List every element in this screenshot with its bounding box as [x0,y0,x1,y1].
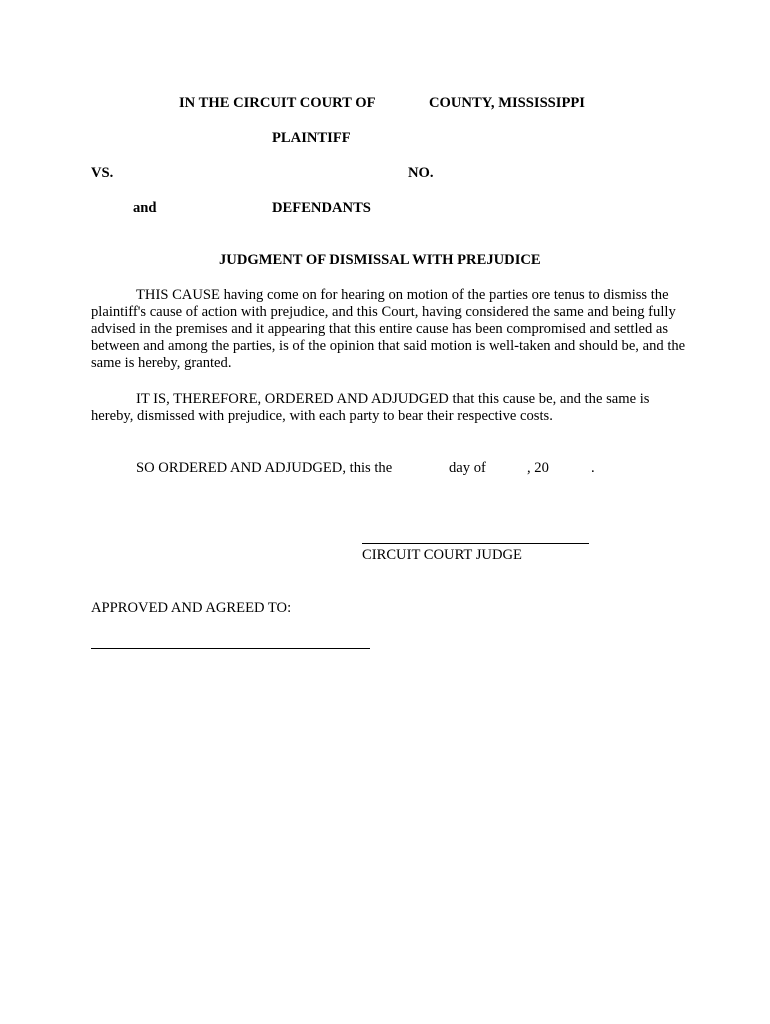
paragraph-this-cause: THIS CAUSE having come on for hearing on motion of the parties ore tenus to dismiss the plaintiff's cause of action with prejudice, and this Court, having considered the same and being fully advised in the premises and it appearing that this entire cause has been compromised and settled as between and among the parties, is of the opinion that said motion is well-taken and should be, and the same is hereby, granted. [91,287,686,371]
versus-label: VS. [91,165,114,181]
document-title: JUDGMENT OF DISMISSAL WITH PREJUDICE [219,252,541,268]
judge-signature-line [362,543,589,544]
so-ordered-text: SO ORDERED AND ADJUDGED, this the [136,460,393,476]
plaintiff-label: PLAINTIFF [272,130,351,146]
date-period: . [591,460,595,476]
approved-label: APPROVED AND AGREED TO: [91,600,292,616]
day-of-text: day of [449,460,486,476]
judge-label: CIRCUIT COURT JUDGE [362,547,522,563]
defendants-label: DEFENDANTS [272,200,371,216]
court-heading-left: IN THE CIRCUIT COURT OF [179,95,376,111]
approval-signature-line [91,648,370,649]
case-number-label: NO. [408,165,434,181]
year-prefix-text: , 20 [527,460,549,476]
court-heading-right: COUNTY, MISSISSIPPI [429,95,585,111]
and-label: and [133,200,157,216]
paragraph-ordered: IT IS, THEREFORE, ORDERED AND ADJUDGED that this cause be, and the same is hereby, dismissed with prejudice, with each party to bear their respective costs. [91,391,650,424]
